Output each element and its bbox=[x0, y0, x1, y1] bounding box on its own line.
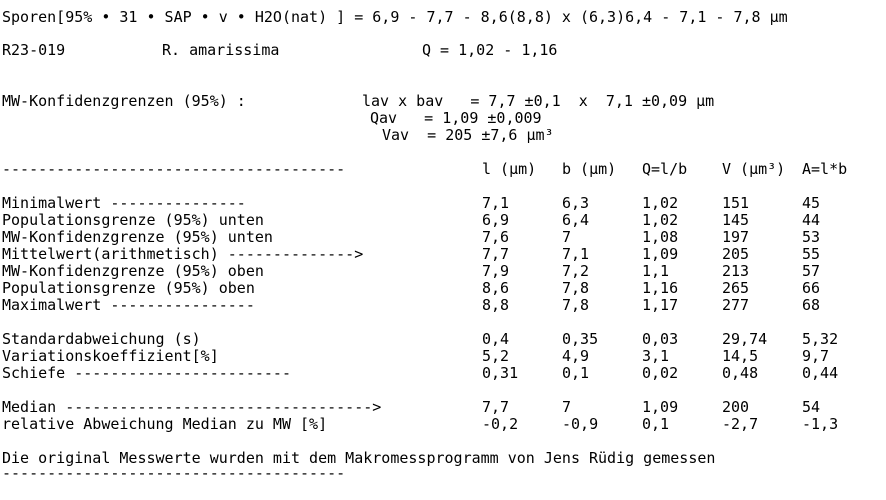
footer-divider: -------------------------------------- bbox=[2, 464, 346, 482]
cell-a: 55 bbox=[802, 245, 821, 263]
cell-b: 6,4 bbox=[562, 211, 590, 229]
row-label: Variationskoeffizient[%] bbox=[2, 347, 219, 365]
cell-l: 7,1 bbox=[482, 194, 510, 212]
cell-l: -0,2 bbox=[482, 415, 519, 433]
cell-l: 0,31 bbox=[482, 364, 519, 382]
cell-l: 7,7 bbox=[482, 245, 510, 263]
cell-v: 200 bbox=[722, 398, 750, 416]
cell-b: 7,8 bbox=[562, 296, 590, 314]
cell-b: -0,9 bbox=[562, 415, 599, 433]
q-range: Q = 1,02 - 1,16 bbox=[422, 41, 558, 59]
cell-b: 0,35 bbox=[562, 330, 599, 348]
cell-b: 7,2 bbox=[562, 262, 590, 280]
cell-q: 1,1 bbox=[642, 262, 670, 280]
cell-q: 1,17 bbox=[642, 296, 679, 314]
cell-q: 1,02 bbox=[642, 194, 679, 212]
row-label: Minimalwert --------------- bbox=[2, 194, 246, 212]
cell-b: 7 bbox=[562, 228, 572, 246]
cell-v: -2,7 bbox=[722, 415, 759, 433]
cell-v: 197 bbox=[722, 228, 750, 246]
cell-l: 7,9 bbox=[482, 262, 510, 280]
cell-a: 45 bbox=[802, 194, 821, 212]
cell-q: 1,08 bbox=[642, 228, 679, 246]
cell-b: 7 bbox=[562, 398, 572, 416]
cell-q: 1,16 bbox=[642, 279, 679, 297]
cell-q: 1,02 bbox=[642, 211, 679, 229]
cell-l: 8,6 bbox=[482, 279, 510, 297]
cell-q: 0,1 bbox=[642, 415, 670, 433]
cell-v: 205 bbox=[722, 245, 750, 263]
cell-v: 213 bbox=[722, 262, 750, 280]
cell-v: 265 bbox=[722, 279, 750, 297]
cell-v: 277 bbox=[722, 296, 750, 314]
row-label: Populationsgrenze (95%) oben bbox=[2, 279, 255, 297]
cell-v: 14,5 bbox=[722, 347, 759, 365]
cell-l: 7,7 bbox=[482, 398, 510, 416]
row-label: Maximalwert ---------------- bbox=[2, 296, 255, 314]
cell-q: 0,03 bbox=[642, 330, 679, 348]
col-header-q: Q=l/b bbox=[642, 160, 688, 178]
cell-q: 0,02 bbox=[642, 364, 679, 382]
sample-id: R23-019 bbox=[2, 41, 66, 59]
cell-q: 1,09 bbox=[642, 245, 679, 263]
row-label: Schiefe ------------------------ bbox=[2, 364, 291, 382]
col-header-volume: V (µm³) bbox=[722, 160, 786, 178]
cell-b: 4,9 bbox=[562, 347, 590, 365]
cell-q: 1,09 bbox=[642, 398, 679, 416]
cell-a: 68 bbox=[802, 296, 821, 314]
row-label: Populationsgrenze (95%) unten bbox=[2, 211, 264, 229]
cell-b: 0,1 bbox=[562, 364, 590, 382]
cell-l: 0,4 bbox=[482, 330, 510, 348]
cell-q: 3,1 bbox=[642, 347, 670, 365]
row-label: relative Abweichung Median zu MW [%] bbox=[2, 415, 328, 433]
row-label: MW-Konfidenzgrenze (95%) unten bbox=[2, 228, 273, 246]
confidence-label: MW-Konfidenzgrenzen (95%) : bbox=[2, 92, 246, 110]
col-header-area: A=l*b bbox=[802, 160, 848, 178]
cell-l: 5,2 bbox=[482, 347, 510, 365]
cell-l: 8,8 bbox=[482, 296, 510, 314]
cell-a: 66 bbox=[802, 279, 821, 297]
cell-b: 6,3 bbox=[562, 194, 590, 212]
vav-line: Vav = 205 ±7,6 µm³ bbox=[382, 126, 554, 144]
cell-a: 9,7 bbox=[802, 347, 830, 365]
col-header-width: b (µm) bbox=[562, 160, 617, 178]
lav-bav-line: lav x bav = 7,7 ±0,1 x 7,1 ±0,09 µm bbox=[362, 92, 715, 110]
row-label: Median ----------------------------------> bbox=[2, 398, 382, 416]
cell-a: 5,32 bbox=[802, 330, 839, 348]
cell-a: 53 bbox=[802, 228, 821, 246]
cell-v: 29,74 bbox=[722, 330, 768, 348]
cell-v: 151 bbox=[722, 194, 750, 212]
row-label: MW-Konfidenzgrenze (95%) oben bbox=[2, 262, 264, 280]
cell-a: -1,3 bbox=[802, 415, 839, 433]
cell-a: 44 bbox=[802, 211, 821, 229]
cell-b: 7,8 bbox=[562, 279, 590, 297]
spore-summary-line: Sporen[95% • 31 • SAP • v • H2O(nat) ] = 6,9 - 7,7 - 8,6(8,8) x (6,3)6,4 - 7,1 - 7,8 µm bbox=[2, 8, 788, 26]
col-header-length: l (µm) bbox=[482, 160, 537, 178]
qav-line: Qav = 1,09 ±0,009 bbox=[370, 109, 542, 127]
cell-b: 7,1 bbox=[562, 245, 590, 263]
cell-l: 7,6 bbox=[482, 228, 510, 246]
cell-a: 0,44 bbox=[802, 364, 839, 382]
row-label: Mittelwert(arithmetisch) --------------> bbox=[2, 245, 364, 263]
species-name: R. amarissima bbox=[162, 41, 280, 59]
cell-v: 145 bbox=[722, 211, 750, 229]
cell-a: 57 bbox=[802, 262, 821, 280]
cell-a: 54 bbox=[802, 398, 821, 416]
row-label: Standardabweichung (s) bbox=[2, 330, 201, 348]
table-divider: -------------------------------------- bbox=[2, 160, 346, 178]
footer-note: Die original Messwerte wurden mit dem Makromessprogramm von Jens Rüdig gemessen bbox=[2, 449, 716, 467]
cell-l: 6,9 bbox=[482, 211, 510, 229]
cell-v: 0,48 bbox=[722, 364, 759, 382]
